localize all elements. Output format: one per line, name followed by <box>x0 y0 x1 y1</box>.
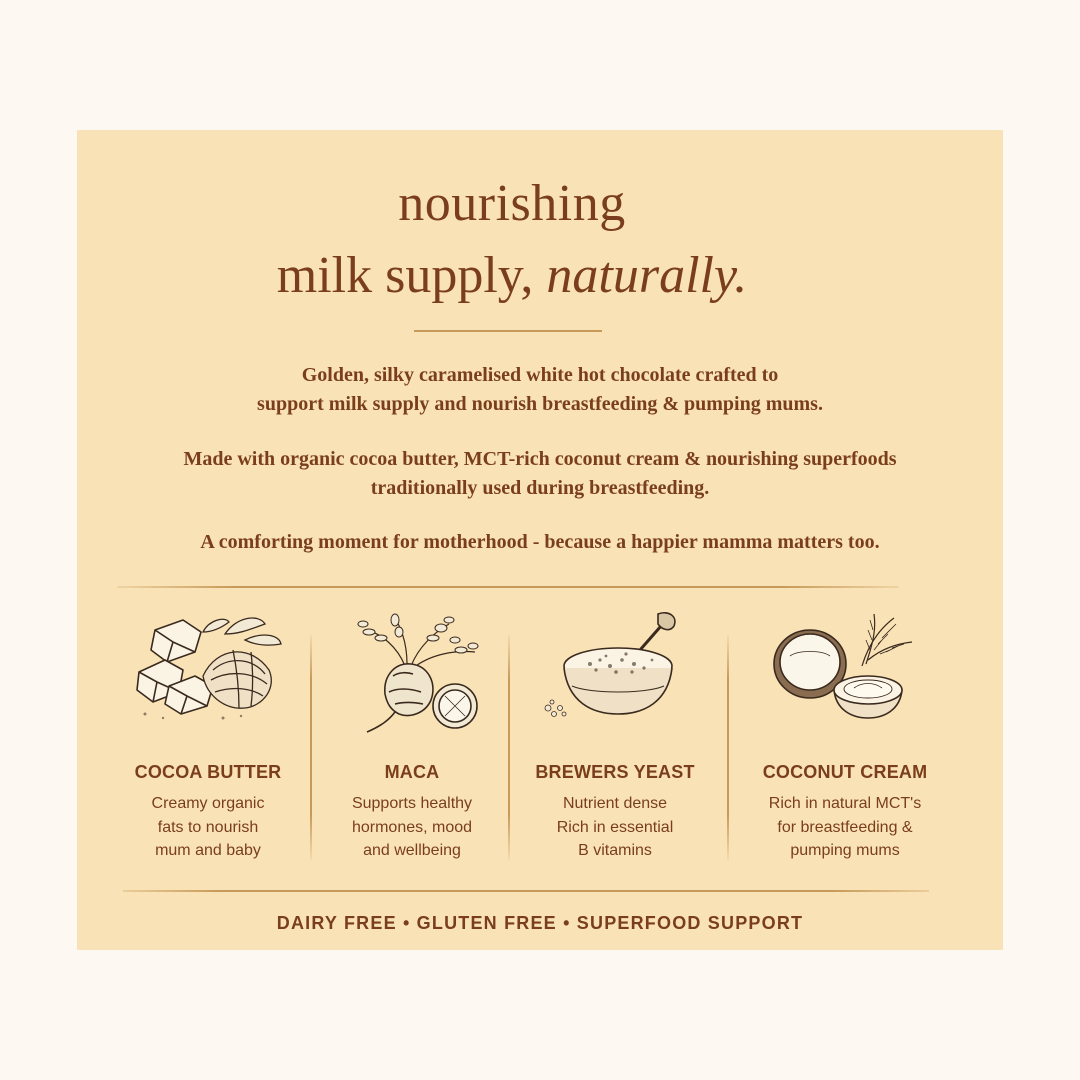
coconut-illustration <box>770 610 920 725</box>
brewers-yeast-bowl-illustration <box>540 610 690 725</box>
description-line: and wellbeing <box>363 842 461 859</box>
ingredient-description <box>745 792 945 863</box>
description-line: Nutrient dense <box>562 795 668 812</box>
intro-line-2: support milk supply and nourish breastfeeding & pumping mums. <box>257 393 823 415</box>
maca-root-illustration <box>337 610 487 740</box>
description-line: pumping mums <box>790 842 900 859</box>
description-line: B vitamins <box>578 842 652 859</box>
ingredient-name: COCOA BUTTER <box>134 762 282 782</box>
ingredient-description <box>108 792 308 863</box>
headline-line-2 <box>77 246 947 305</box>
ingredients-line-1: Made with organic cocoa butter, MCT-rich coconut cream & nourishing superfoods <box>183 448 897 470</box>
column-divider <box>727 635 729 860</box>
headline-line-1: nourishing <box>398 175 626 232</box>
ingredients-paragraph <box>77 445 1003 503</box>
tagline-line: A comforting moment for motherhood - because a happier mamma matters too. <box>200 531 880 553</box>
description-line: Creamy organic <box>151 795 265 812</box>
cocoa-butter-illustration <box>133 610 283 725</box>
ingredient-cocoa-butter <box>108 610 308 870</box>
ingredient-name: COCONUT CREAM <box>762 762 928 782</box>
intro-paragraph <box>77 361 1003 419</box>
ingredients-line-2: traditionally used during breastfeeding. <box>370 477 710 499</box>
ingredient-name: BREWERS YEAST <box>535 762 695 782</box>
description-line: Rich in natural MCT's <box>768 795 922 812</box>
description-line: hormones, mood <box>351 818 473 836</box>
headline-divider <box>414 330 602 332</box>
ingredient-name: MACA <box>384 762 440 782</box>
headline-italic: naturally. <box>546 247 748 304</box>
description-line: mum and baby <box>155 842 261 859</box>
info-card <box>77 130 1003 950</box>
description-line: Supports healthy <box>351 795 473 812</box>
footer-claims: DAIRY FREE • GLUTEN FREE • SUPERFOOD SUPPORT <box>276 913 804 933</box>
ingredient-brewers-yeast <box>515 610 715 870</box>
intro-line-1: Golden, silky caramelised white hot chocolate crafted to <box>301 364 779 386</box>
footer-divider <box>123 890 929 892</box>
column-divider <box>508 635 510 860</box>
description-line: for breastfeeding & <box>777 818 913 836</box>
section-divider <box>117 586 899 588</box>
ingredient-coconut-cream <box>745 610 945 870</box>
ingredient-description <box>312 792 512 863</box>
description-line: fats to nourish <box>157 818 259 836</box>
ingredient-description <box>515 792 715 863</box>
headline-plain: milk supply, <box>276 247 534 304</box>
tagline-paragraph <box>77 528 1003 557</box>
ingredient-maca <box>312 610 512 870</box>
description-line: Rich in essential <box>556 818 674 836</box>
